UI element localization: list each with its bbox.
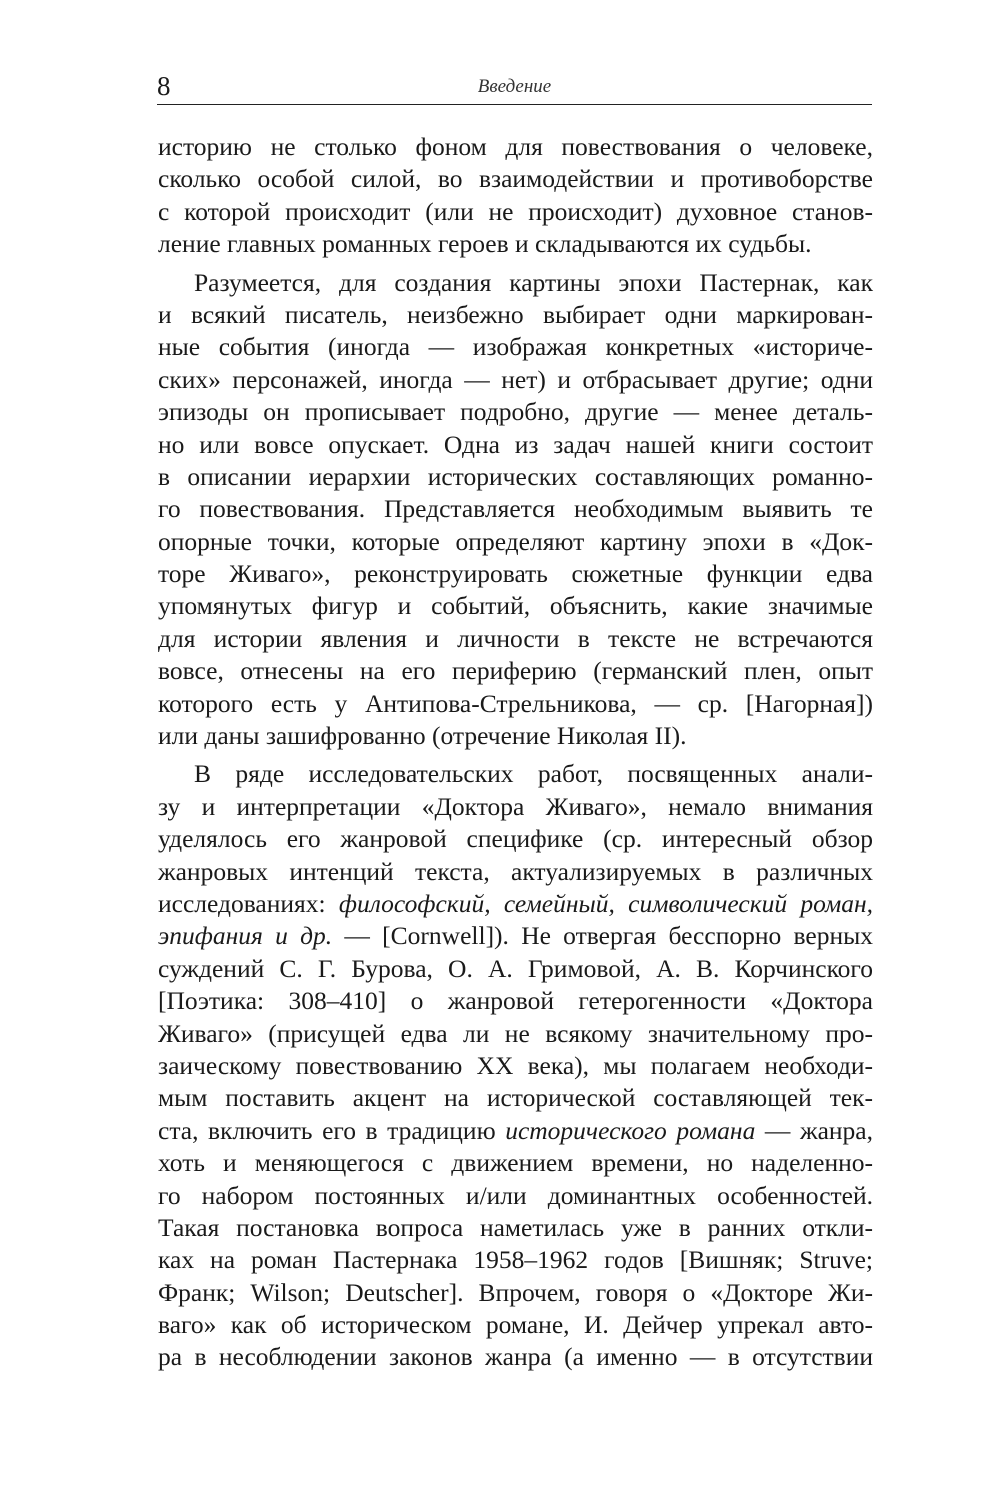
line-text: мым поставить акцент на исторической составляющей тек- bbox=[158, 1083, 873, 1113]
line-text: го повествования. Представляется необходимым выявить те bbox=[158, 494, 873, 524]
line-text: ваго» как об историческом романе, И. Дейчер упрекал авто- bbox=[158, 1310, 873, 1340]
line-text: Разумеется, для создания картины эпохи Пастернак, как bbox=[194, 267, 873, 297]
line-text: ление главных романных героев и складываются их судьбы. bbox=[158, 229, 812, 259]
line-text: историю не столько фоном для повествования о человеке, bbox=[158, 132, 873, 161]
text-line bbox=[158, 688, 873, 720]
text-line bbox=[158, 590, 873, 622]
line-text: суждений С. Г. Бурова, О. А. Гримовой, А. В. Корчинского bbox=[158, 953, 873, 983]
line-text: торе Живаго», реконструировать сюжетные функции едва bbox=[158, 559, 873, 589]
text-line bbox=[158, 1341, 873, 1373]
body-text bbox=[158, 131, 873, 1374]
line-text: уделялось его жанровой специфике (ср. интересный обзор bbox=[158, 824, 873, 854]
page-number: 8 bbox=[157, 71, 171, 101]
page-header bbox=[157, 70, 872, 105]
text-line bbox=[158, 655, 873, 687]
line-text: для истории явления и личности в тексте не встречаются bbox=[158, 623, 873, 653]
line-text: сколько особой силой, во взаимодействии и противоборстве bbox=[158, 164, 873, 194]
text-line bbox=[158, 267, 873, 299]
text-line bbox=[158, 163, 873, 195]
paragraph bbox=[158, 131, 873, 261]
text-line bbox=[158, 920, 873, 952]
text-line bbox=[158, 1050, 873, 1082]
text-line bbox=[158, 823, 873, 855]
line-text: исследованиях: bbox=[158, 888, 339, 918]
line-text: — [Cornwell]). Не отвергая бесспорно верных bbox=[332, 921, 873, 951]
line-text: с которой происходит (или не происходит) духовное станов- bbox=[158, 196, 873, 226]
italic-text: исторического романа bbox=[505, 1115, 756, 1145]
text-line bbox=[158, 299, 873, 331]
paragraph bbox=[158, 267, 873, 753]
text-line bbox=[158, 1277, 873, 1309]
line-text: хоть и меняющегося с движением времени, но наделенно- bbox=[158, 1148, 873, 1178]
text-line bbox=[158, 1082, 873, 1114]
text-line bbox=[158, 396, 873, 428]
text-line bbox=[158, 558, 873, 590]
text-line bbox=[158, 758, 873, 790]
line-text: го набором постоянных и/или доминантных особенностей. bbox=[158, 1180, 873, 1210]
line-text: опорные точки, которые определяют картину эпохи в «Док- bbox=[158, 526, 873, 556]
text-line bbox=[158, 1018, 873, 1050]
line-text: [Поэтика: 308–410] о жанровой гетерогенности «Доктора bbox=[158, 986, 873, 1016]
text-line bbox=[158, 196, 873, 228]
text-line bbox=[158, 888, 873, 920]
text-line bbox=[158, 131, 873, 163]
line-text: заическому повествованию XX века), мы полагаем необходи- bbox=[158, 1050, 873, 1080]
text-line bbox=[158, 1147, 873, 1179]
italic-text: эпифания и др. bbox=[158, 921, 333, 951]
text-line bbox=[158, 228, 873, 260]
line-text: зу и интерпретации «Доктора Живаго», немало внимания bbox=[158, 791, 873, 821]
line-text: Живаго» (присущей едва ли не всякому значительному про- bbox=[158, 1018, 873, 1048]
line-text: ные события (иногда — изображая конкретных «историче- bbox=[158, 332, 873, 362]
line-text: эпизоды он прописывает подробно, другие — менее деталь- bbox=[158, 397, 873, 427]
line-text: ста, включить его в традицию bbox=[158, 1115, 506, 1145]
line-text: в описании иерархии исторических составляющих романно- bbox=[158, 461, 873, 491]
line-text: или даны зашифрованно (отречение Николая II). bbox=[158, 721, 687, 751]
line-text: вовсе, отнесены на его периферию (германский плен, опыт bbox=[158, 656, 873, 686]
line-text: которого есть у Антипова-Стрельникова, — ср. [Нагорная]) bbox=[158, 688, 873, 718]
running-head: Введение bbox=[477, 76, 552, 97]
line-text: В ряде исследовательских работ, посвященных анали- bbox=[194, 759, 873, 789]
line-text: Такая постановка вопроса наметилась уже в ранних откли- bbox=[158, 1212, 873, 1242]
text-line bbox=[158, 429, 873, 461]
line-text: упомянутых фигур и событий, объяснить, какие значимые bbox=[158, 591, 873, 621]
text-line bbox=[158, 985, 873, 1017]
line-text: жанровых интенций текста, актуализируемых в различных bbox=[158, 856, 873, 886]
text-line bbox=[158, 493, 873, 525]
text-line bbox=[158, 1212, 873, 1244]
text-line bbox=[158, 1180, 873, 1212]
text-line bbox=[158, 791, 873, 823]
text-line bbox=[158, 720, 873, 752]
line-text: и всякий писатель, неизбежно выбирает одни маркирован- bbox=[158, 299, 873, 329]
text-line bbox=[158, 953, 873, 985]
line-text: ках на роман Пастернака 1958–1962 годов [Вишняк; Struve; bbox=[158, 1245, 873, 1275]
line-text: — жанра, bbox=[755, 1115, 873, 1145]
line-text: но или вовсе опускает. Одна из задач нашей книги состоит bbox=[158, 429, 873, 459]
italic-text: философский, семейный, символический роман, bbox=[338, 888, 873, 918]
text-line bbox=[158, 856, 873, 888]
paragraph bbox=[158, 758, 873, 1373]
text-line bbox=[158, 623, 873, 655]
text-line bbox=[158, 364, 873, 396]
text-line bbox=[158, 331, 873, 363]
text-line bbox=[158, 1309, 873, 1341]
text-line bbox=[158, 461, 873, 493]
text-line bbox=[158, 1115, 873, 1147]
text-line bbox=[158, 1244, 873, 1276]
line-text: ских» персонажей, иногда — нет) и отбрасывает другие; одни bbox=[158, 364, 873, 394]
line-text: Франк; Wilson; Deutscher]. Впрочем, говоря о «Докторе Жи- bbox=[158, 1277, 873, 1307]
line-text: ра в несоблюдении законов жанра (а именно — в отсутствии bbox=[158, 1342, 873, 1372]
text-line bbox=[158, 526, 873, 558]
